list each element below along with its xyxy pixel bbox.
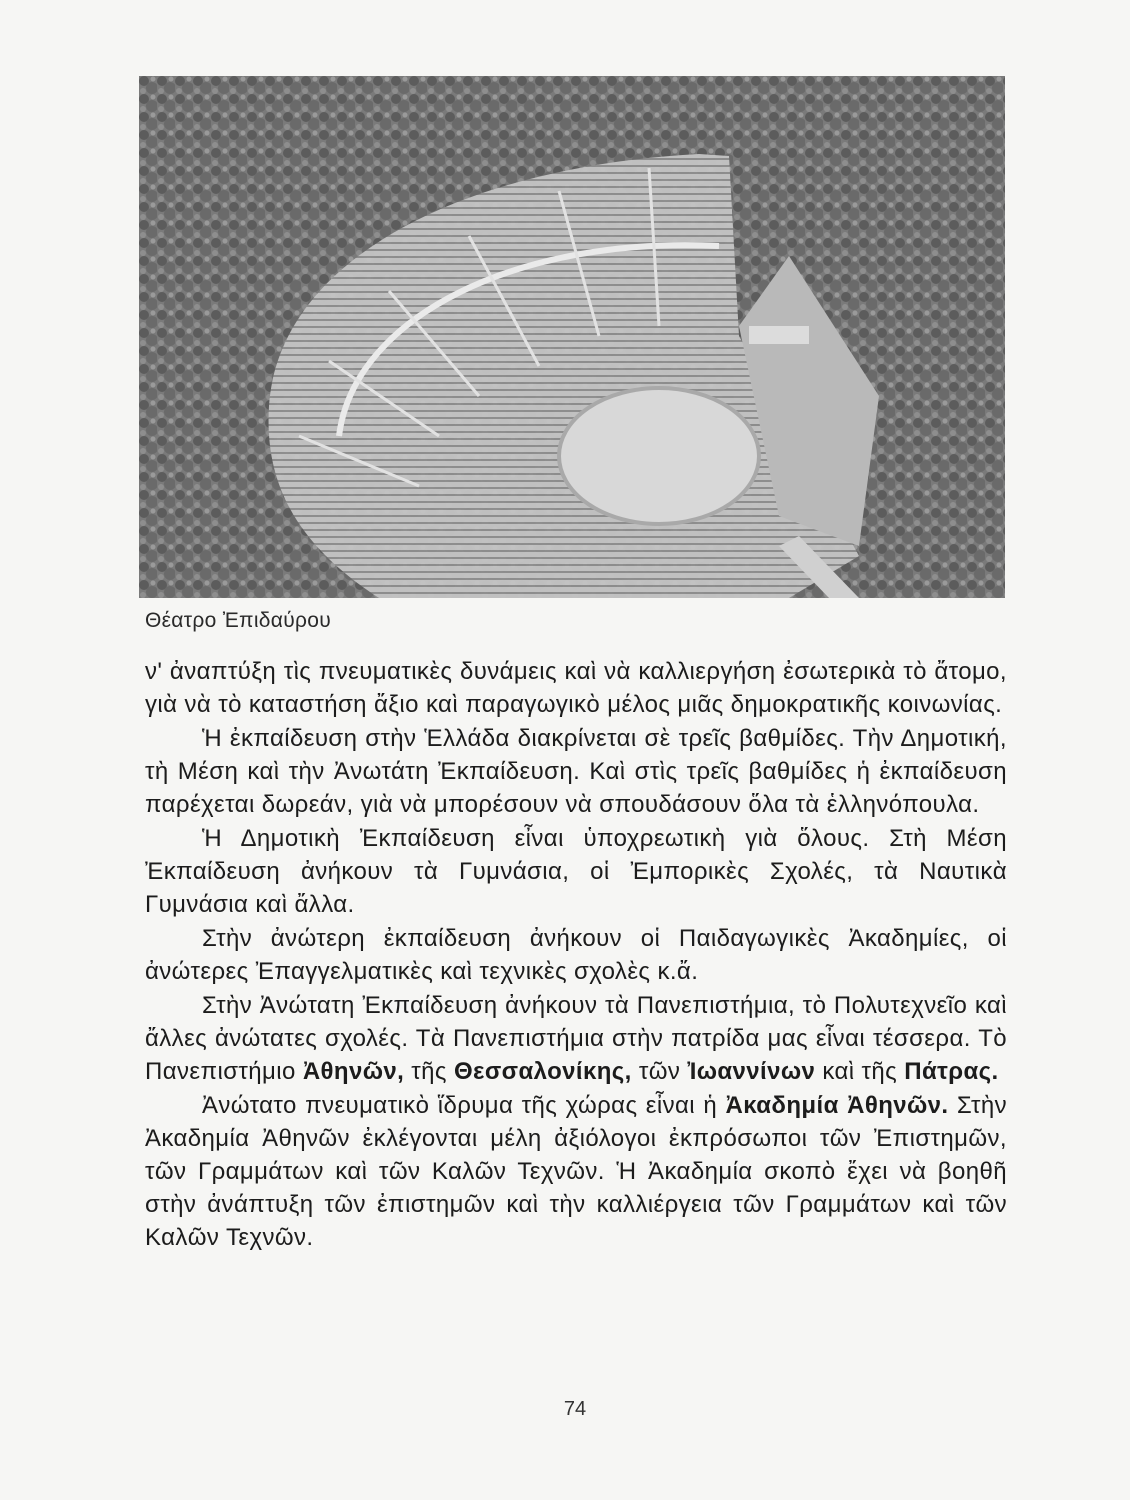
paragraph-p6	[145, 1089, 1007, 1254]
text-run: τῶν	[631, 1058, 688, 1085]
paragraph-p3	[145, 822, 1007, 921]
figure-caption: Θέατρο Ἐπιδαύρου	[145, 609, 332, 632]
text-run: Ἡ Δημοτικὴ Ἐκπαίδευση εἶναι ὑποχρεωτικὴ γιὰ ὅλους. Στὴ Μέση Ἐκπαίδευση ἀνήκουν τὰ Γυμνάσια, οἱ Ἐμπορικὲς Σχολές, τὰ Ναυτικὰ Γυμνάσια καὶ ἄλλα.	[145, 825, 1007, 918]
bold-term: Θεσσαλονίκης,	[453, 1058, 632, 1085]
paragraph-p2	[145, 722, 1007, 821]
text-run: Ἀνώτατο πνευματικὸ ἵδρυμα τῆς χώρας εἶναι ἡ	[202, 1092, 726, 1119]
theatre-photo	[139, 76, 1005, 598]
text-run: Στὴν ἀνώτερη ἐκπαίδευση ἀνήκουν οἱ Παιδαγωγικὲς Ἀκαδημίες, οἱ ἀνώτερες Ἐπαγγελματικὲς καὶ τεχνικὲς σχολὲς κ.ἄ.	[145, 925, 1007, 985]
paragraph-p1	[145, 655, 1007, 721]
text-run: τῆς	[404, 1058, 454, 1085]
text-run: καὶ τῆς	[815, 1058, 905, 1085]
bold-term: Ἀκαδημία Ἀθηνῶν.	[725, 1092, 949, 1119]
paragraph-p5	[145, 989, 1007, 1088]
text-run: Στὴν Ἀκαδημία Ἀθηνῶν ἐκλέγονται μέλη ἀξιόλογοι ἐκπρόσωποι τῶν Ἐπιστημῶν, τῶν Γραμμάτων καὶ τῶν Καλῶν Τεχνῶν. Ἡ Ἀκαδημία σκοπὸ ἔχει νὰ βοηθῆ στὴν ἀνάπτυξη τῶν ἐπιστημῶν καὶ τὴν καλλιέργεια τῶν Γραμμάτων καὶ τῶν Καλῶν Τεχνῶν.	[145, 1092, 1008, 1251]
page-number: 74	[563, 1398, 587, 1420]
text-run: ν' ἀναπτύξη τὶς πνευματικὲς δυνάμεις καὶ νὰ καλλιεργήση ἐσωτερικὰ τὸ ἄτομο, γιὰ νὰ τὸ καταστήση ἄξιο καὶ παραγωγικὸ μέλος μιᾶς δημοκρατικῆς κοινωνίας.	[145, 658, 1007, 718]
text-run: Στὴν Ἀνώτατη Ἐκπαίδευση ἀνήκουν τὰ Πανεπιστήμια, τὸ Πολυτεχνεῖο καὶ ἄλλες ἀνώτατες σχολές. Τὰ Πανεπιστήμια στὴν πατρίδα μας εἶναι τέσσερα. Τὸ Πανεπιστήμιο	[145, 992, 1007, 1085]
body-text	[145, 655, 1007, 1255]
bold-term: Πάτρας.	[904, 1058, 999, 1085]
paragraph-p4	[145, 922, 1007, 988]
bold-term: Ἰωαννίνων	[687, 1058, 816, 1085]
text-run: Ἡ ἐκπαίδευση στὴν Ἑλλάδα διακρίνεται σὲ τρεῖς βαθμίδες. Τὴν Δημοτική, τὴ Μέση καὶ τὴν Ἀνωτάτη Ἐκπαίδευση. Καὶ στὶς τρεῖς βαθμίδες ἡ ἐκπαίδευση παρέχεται δωρεάν, γιὰ νὰ μπορέσουν νὰ σπουδάσουν ὅλα τὰ ἑλληνόπουλα.	[145, 725, 1007, 818]
bold-term: Ἀθηνῶν,	[302, 1058, 405, 1085]
